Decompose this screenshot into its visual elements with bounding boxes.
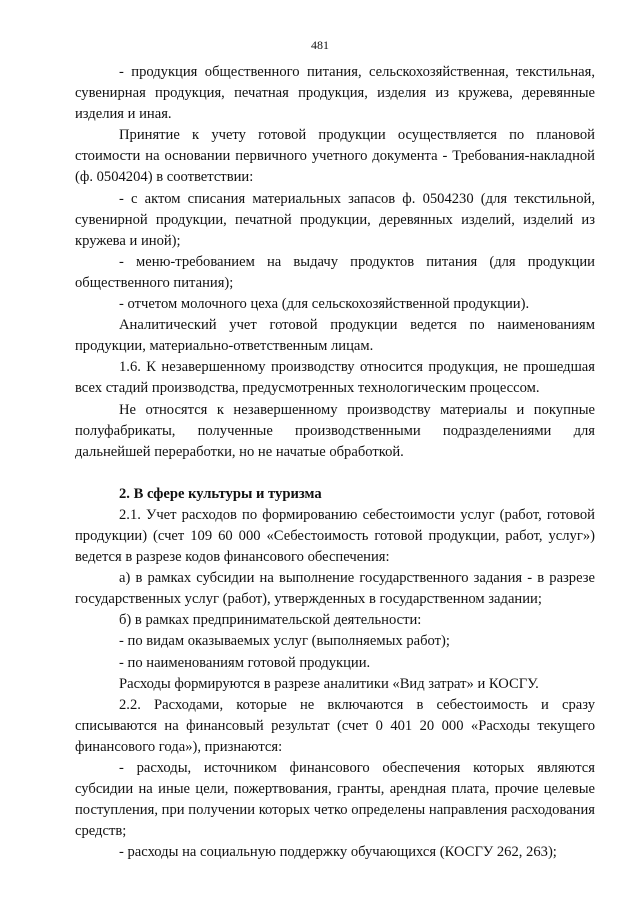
paragraph: - продукция общественного питания, сельскохозяйственная, текстильная, сувенирная продукция, печатная продукция, изделия из кружева, деревянные изделия и иная. — [75, 64, 595, 123]
paragraph: - расходы на социальную поддержку обучающихся (КОСГУ 262, 263); — [119, 844, 557, 861]
paragraph: 2.2. Расходами, которые не включаются в себестоимость и сразу списываются на финансовый результат (счет 0 401 20 000 «Расходы текущего финансового года»), признаются: — [75, 696, 595, 755]
paragraph: - по видам оказываемых услуг (выполняемых работ); — [119, 633, 450, 650]
paragraph: 2.1. Учет расходов по формированию себестоимости услуг (работ, готовой продукции) (счет 109 60 000 «Себестоимость готовой продукции, работ, услуг») ведется в разрезе кодов финансового обеспечения: — [75, 506, 595, 566]
paragraph: - по наименованиям готовой продукции. — [119, 654, 371, 671]
section-heading: 2. В сфере культуры и туризма — [119, 485, 322, 502]
paragraph: - расходы, источником финансового обеспечения которых являются субсидии на иные цели, пожертвования, гранты, арендная плата, прочие целевые поступления, при получении которых четко определены направления расходования средств; — [75, 760, 595, 840]
paragraph: Не относятся к незавершенному производству материалы и покупные полуфабрикаты, полученные производственными подразделениями для дальнейшей переработки, но не начатые обработкой. — [75, 401, 595, 460]
paragraph: а) в рамках субсидии на выполнение государственного задания - в разрезе государственных услуг (работ), утвержденных в государственном задании; — [75, 570, 595, 608]
paragraph: Аналитический учет готовой продукции ведется по наименованиям продукции, материально-ответственным лицам. — [75, 317, 595, 355]
paragraph: 1.6. К незавершенному производству относится продукция, не прошедшая всех стадий производства, предусмотренных технологическим процессом. — [75, 359, 595, 397]
paragraph: - меню-требованием на выдачу продуктов питания (для продукции общественного питания); — [75, 253, 595, 291]
paragraph: Расходы формируются в разрезе аналитики «Вид затрат» и КОСГУ. — [119, 675, 539, 692]
paragraph: - отчетом молочного цеха (для сельскохозяйственной продукции). — [119, 296, 530, 313]
document-body — [75, 62, 595, 863]
paragraph: б) в рамках предпринимательской деятельности: — [119, 612, 422, 629]
paragraph: - с актом списания материальных запасов ф. 0504230 (для текстильной, сувенирной продукции, печатной продукции, деревянных изделий, изделий из кружева и иной); — [75, 190, 595, 249]
page-number: 481 — [311, 38, 329, 52]
paragraph: Принятие к учету готовой продукции осуществляется по плановой стоимости на основании первичного учетного документа - Требования-накладной (ф. 0504204) в соответствии: — [75, 127, 595, 186]
